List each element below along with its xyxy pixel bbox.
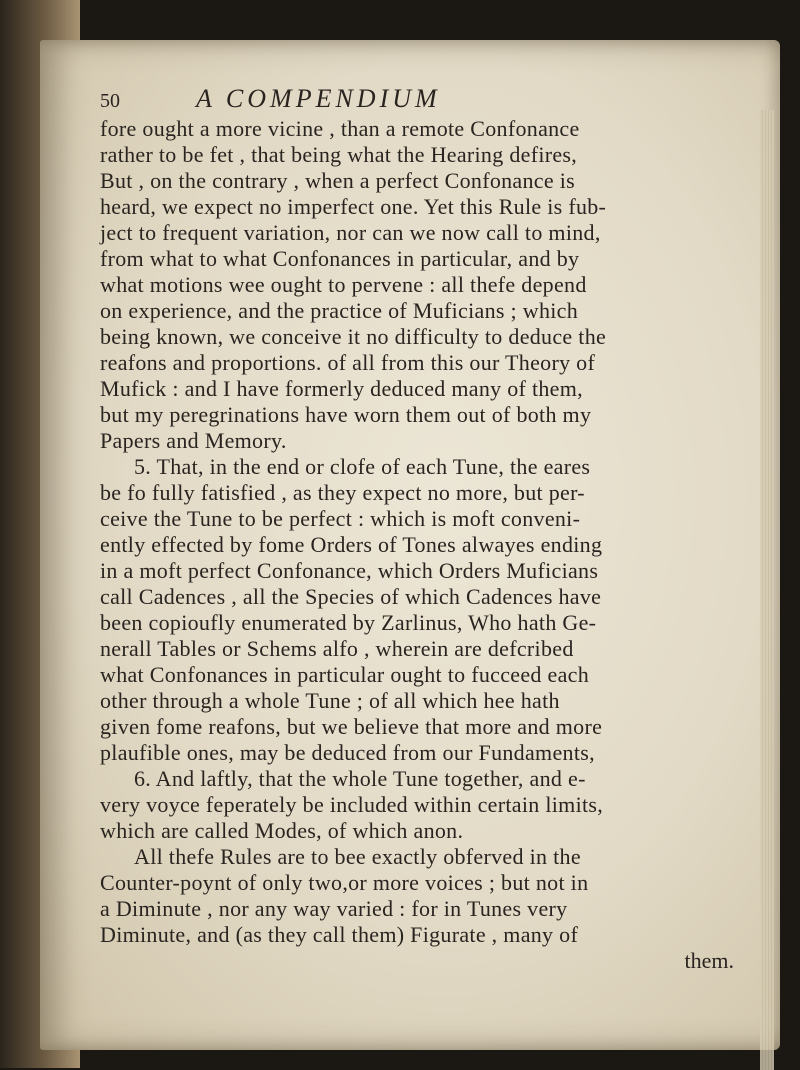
text-line: from what to what Confonances in particular, and by: [100, 246, 580, 271]
text-line: on experience, and the practice of Muficians ; which: [100, 298, 579, 323]
text-line: be fo fully fatisfied , as they expect no more, but per-: [100, 480, 585, 505]
page-header: [100, 84, 760, 114]
text-line: nerall Tables or Schems alfo , wherein are defcribed: [100, 636, 574, 661]
text-line: rather to be fet , that being what the Hearing defires,: [100, 142, 578, 167]
text-line: but my peregrinations have worn them out of both my: [100, 402, 592, 427]
text-line: being known, we conceive it no difficulty to deduce the: [100, 324, 607, 349]
text-line: Counter-poynt of only two,or more voices ; but not in: [100, 870, 589, 895]
catchword: them.: [684, 948, 734, 973]
text-line: Mufick : and I have formerly deduced many of them,: [100, 376, 583, 401]
text-line: other through a whole Tune ; of all which hee hath: [100, 688, 560, 713]
page-edge-stack: [760, 110, 774, 1070]
page-number: 50: [100, 90, 120, 112]
text-line: in a moft perfect Confonance, which Orders Muficians: [100, 558, 599, 583]
text-line: very voyce feperately be included within certain limits,: [100, 792, 604, 817]
running-title: A COMPENDIUM: [196, 84, 441, 113]
text-line: Papers and Memory.: [100, 428, 287, 453]
text-line: plaufible ones, may be deduced from our Fundaments,: [100, 740, 595, 765]
text-line: been copioufly enumerated by Zarlinus, Who hath Ge-: [100, 610, 597, 635]
text-line: fore ought a more vicine , than a remote Confonance: [100, 116, 580, 141]
text-line: ceive the Tune to be perfect : which is moft conveni-: [100, 506, 581, 531]
text-line: All thefe Rules are to bee exactly obferved in the: [134, 844, 581, 869]
text-line: call Cadences , all the Species of which Cadences have: [100, 584, 602, 609]
text-line: a Diminute , nor any way varied : for in Tunes very: [100, 896, 568, 921]
text-line: given fome reafons, but we believe that more and more: [100, 714, 603, 739]
text-line: which are called Modes, of which anon.: [100, 818, 464, 843]
text-line: Diminute, and (as they call them) Figurate , many of: [100, 922, 579, 947]
page-content: [100, 84, 760, 974]
text-line: 6. And laftly, that the whole Tune together, and e-: [134, 766, 586, 791]
text-line: reafons and proportions. of all from this our Theory of: [100, 350, 596, 375]
text-line: 5. That, in the end or clofe of each Tune, the eares: [134, 454, 591, 479]
text-line: ently effected by fome Orders of Tones alwayes ending: [100, 532, 603, 557]
text-line: what motions wee ought to pervene : all thefe depend: [100, 272, 587, 297]
text-line: heard, we expect no imperfect one. Yet this Rule is fub-: [100, 194, 607, 219]
text-line: ject to frequent variation, nor can we now call to mind,: [100, 220, 601, 245]
text-line: what Confonances in particular ought to fucceed each: [100, 662, 590, 687]
text-line: But , on the contrary , when a perfect Confonance is: [100, 168, 575, 193]
